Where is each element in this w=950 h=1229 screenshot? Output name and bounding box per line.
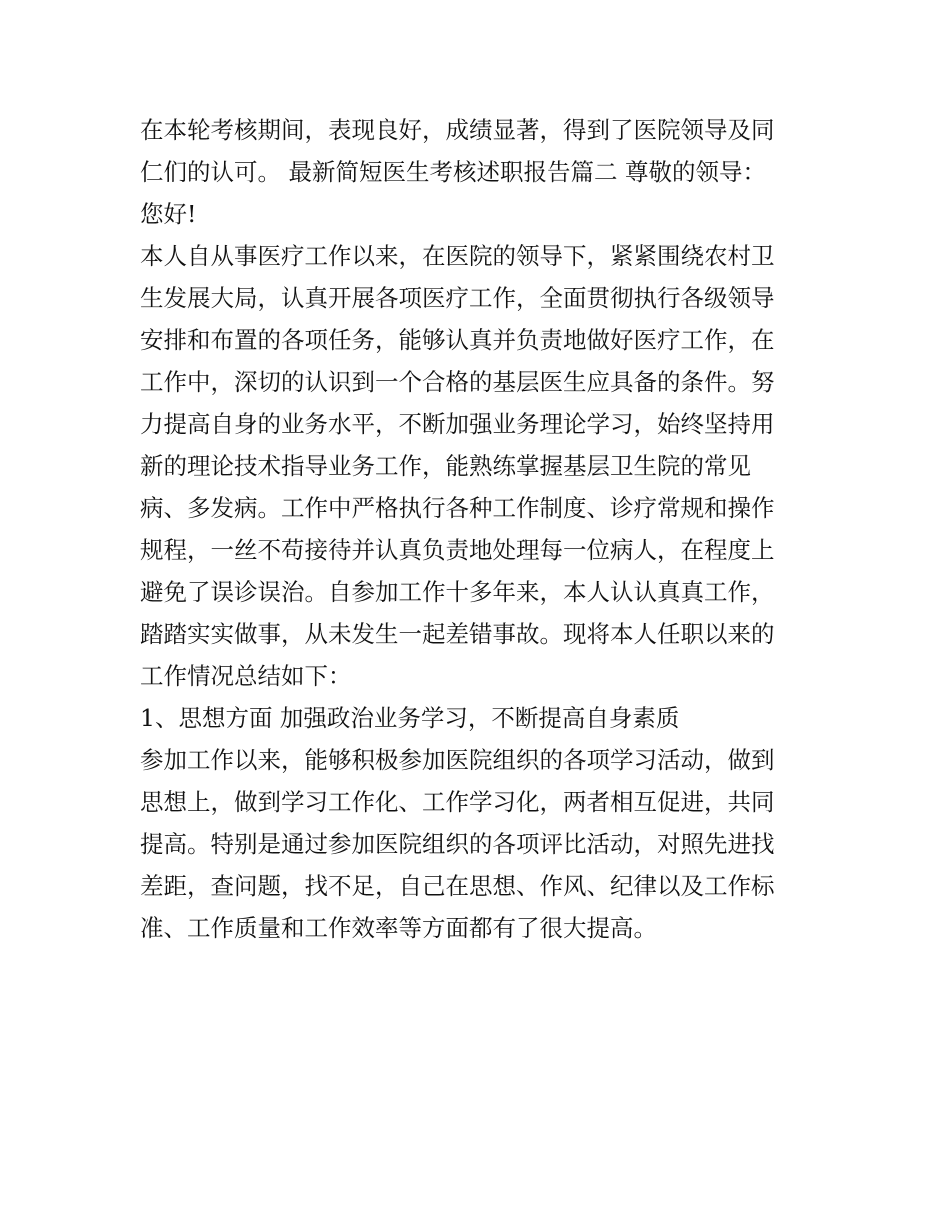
text-line: 安排和布置的各项任务，能够认真并负责地做好医疗工作，在: [140, 326, 775, 354]
text-line: 工作情况总结如下：: [140, 662, 352, 690]
text-line: 本人自从事医疗工作以来，在医院的领导下，紧紧围绕农村卫: [140, 242, 775, 270]
text-line: 差距，查问题，找不足，自己在思想、作风、纪律以及工作标: [140, 872, 775, 900]
text-line: 参加工作以来，能够积极参加医院组织的各项学习活动，做到: [140, 746, 775, 774]
text-line: 仁们的认可。 最新简短医生考核述职报告篇二 尊敬的领导：: [140, 158, 766, 186]
text-line: 生发展大局，认真开展各项医疗工作，全面贯彻执行各级领导: [140, 284, 775, 312]
text-line: 思想上，做到学习工作化、工作学习化，两者相互促进，共同: [140, 788, 775, 816]
text-line: 准、工作质量和工作效率等方面都有了很大提高。: [140, 914, 657, 942]
text-line: 提高。特别是通过参加医院组织的各项评比活动，对照先进找: [140, 830, 775, 858]
text-line: 力提高自身的业务水平，不断加强业务理论学习，始终坚持用: [140, 410, 775, 438]
body-text: [140, 109, 820, 949]
text-line: 工作中，深切的认识到一个合格的基层医生应具备的条件。努: [140, 368, 775, 396]
text-line: 避免了误诊误治。自参加工作十多年来，本人认认真真工作，: [140, 578, 775, 606]
text-line: 新的理论技术指导业务工作，能熟练掌握基层卫生院的常见: [140, 452, 751, 480]
text-line: 您好!: [140, 200, 197, 228]
section-heading: 1、思想方面 加强政治业务学习，不断提高自身素质: [140, 704, 680, 732]
text-line: 在本轮考核期间，表现良好，成绩显著，得到了医院领导及同: [140, 116, 775, 144]
text-line: 病、多发病。工作中严格执行各种工作制度、诊疗常规和操作: [140, 494, 775, 522]
text-line: 踏踏实实做事，从未发生一起差错事故。现将本人任职以来的: [140, 620, 775, 648]
text-line: 规程，一丝不苟接待并认真负责地处理每一位病人，在程度上: [140, 536, 775, 564]
